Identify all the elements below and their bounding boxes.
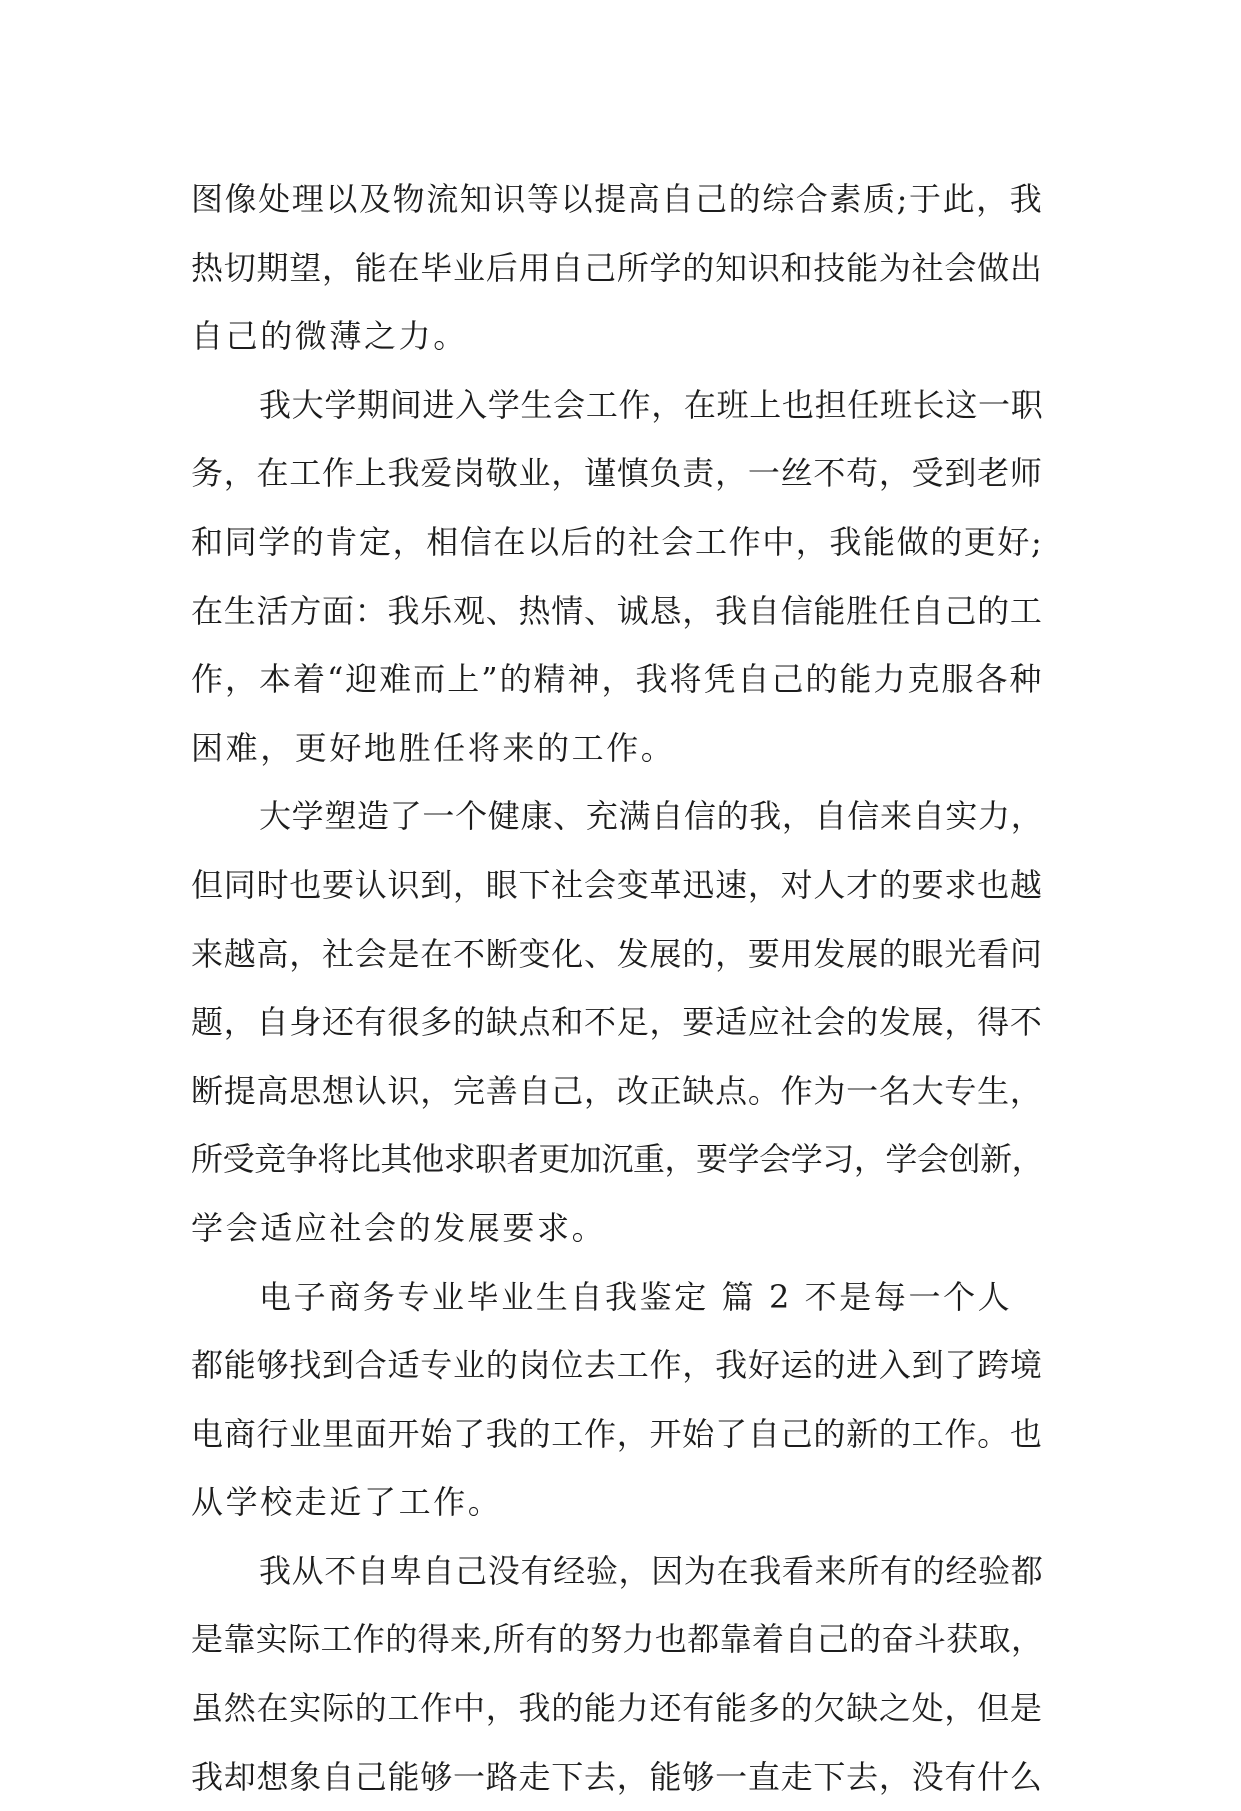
text-line: 来越高，社会是在不断变化、发展的，要用发展的眼光看问 [191,934,1043,973]
text-line: 但同时也要认识到，眼下社会变革迅速，对人才的要求也越 [191,865,1043,904]
text-line: 电商行业里面开始了我的工作，开始了自己的新的工作。也 [191,1414,1043,1453]
text-line: 是靠实际工作的得来,所有的努力也都靠着自己的奋斗获取， [191,1620,1044,1659]
text-line: 虽然在实际的工作中，我的能力还有能多的欠缺之处，但是 [191,1689,1043,1728]
text-line: 我却想象自己能够一路走下去，能够一直走下去，没有什么 [191,1757,1043,1796]
text-line: 断提高思想认识，完善自己，改正缺点。作为一名大专生， [191,1071,1043,1110]
text-line: 从学校走近了工作。 [191,1483,503,1522]
text-line: 热切期望，能在毕业后用自己所学的知识和技能为社会做出 [191,248,1043,287]
document-body [191,165,1043,1811]
paragraph-first-line: 电子商务专业毕业生自我鉴定 篇 2 不是每一个人 [259,1277,1013,1316]
paragraph-first-line: 我从不自卑自己没有经验，因为在我看来所有的经验都 [259,1551,1044,1590]
text-line: 在生活方面：我乐观、热情、诚恳，我自信能胜任自己的工 [191,591,1043,630]
text-line: 务，在工作上我爱岗敬业，谨慎负责，一丝不苟，受到老师 [191,454,1043,493]
text-line: 图像处理以及物流知识等以提高自己的综合素质;于此，我 [191,180,1044,218]
paragraph-first-line: 我大学期间进入学生会工作，在班上也担任班长这一职 [259,385,1044,424]
text-line: 和同学的肯定，相信在以后的社会工作中，我能做的更好; [191,522,1044,561]
text-line: 都能够找到合适专业的岗位去工作，我好运的进入到了跨境 [191,1346,1043,1385]
text-line: 困难，更好地胜任将来的工作。 [191,728,676,767]
text-line: 所受竞争将比其他求职者更加沉重，要学会学习，学会创新， [191,1140,1044,1179]
paragraph-first-line: 大学塑造了一个健康、充满自信的我，自信来自实力， [259,797,1044,836]
text-line: 自己的微薄之力。 [191,317,468,356]
text-line: 作，本着“迎难而上”的精神，我将凭自己的能力克服各种 [191,660,1044,699]
text-line: 题，自身还有很多的缺点和不足，要适应社会的发展，得不 [191,1003,1043,1042]
text-line: 学会适应社会的发展要求。 [191,1208,607,1247]
